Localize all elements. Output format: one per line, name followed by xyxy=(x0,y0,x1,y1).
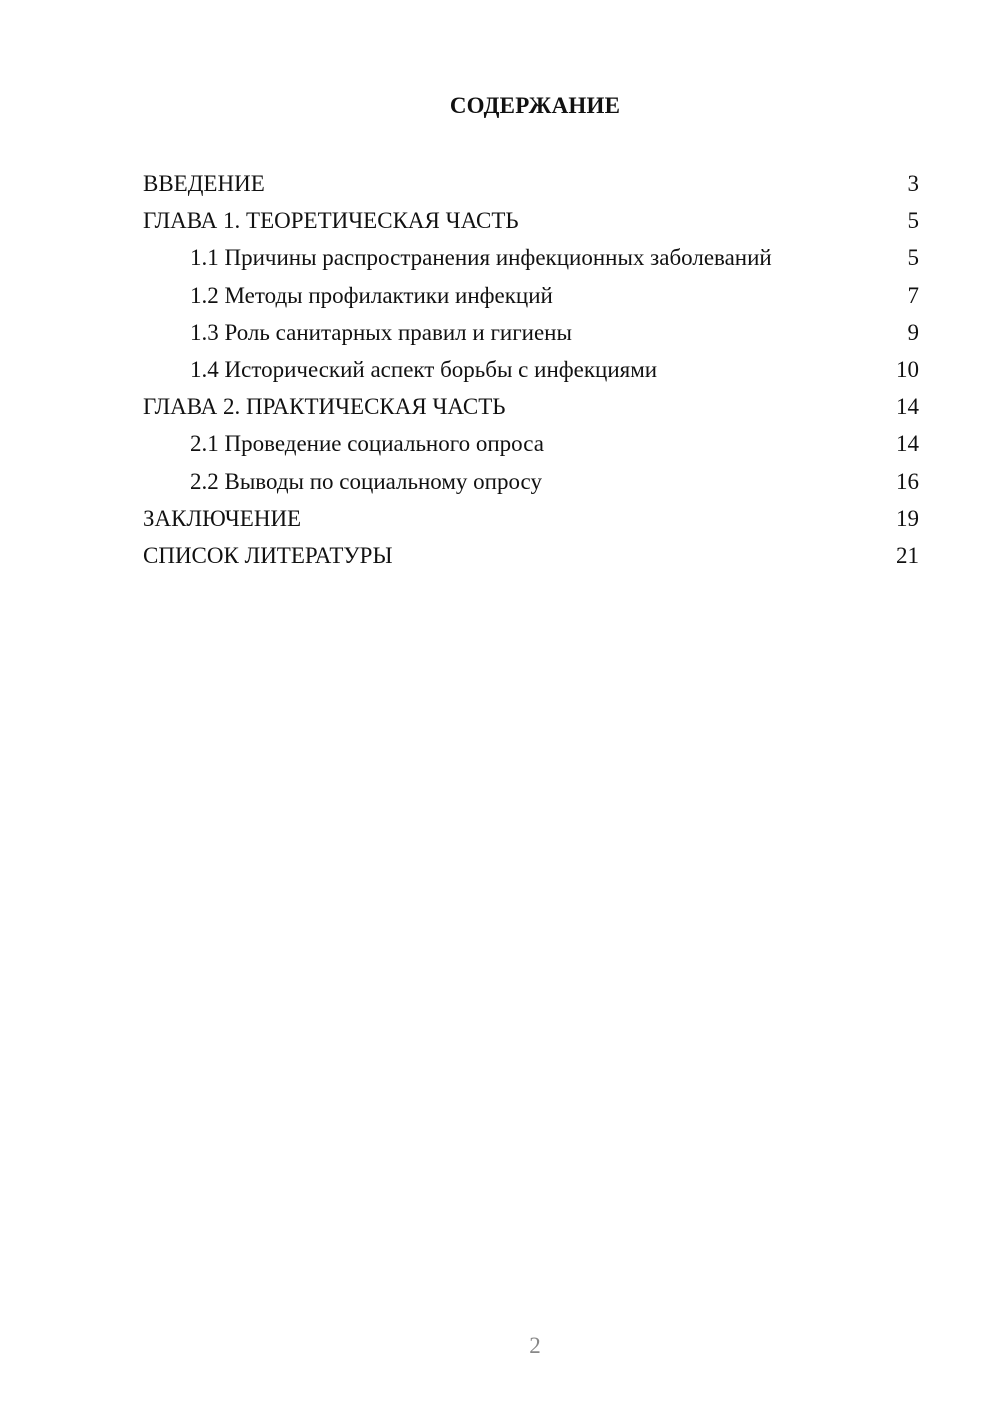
toc-entry-chapter-1[interactable] xyxy=(143,202,919,239)
toc-entry-label: СПИСОК ЛИТЕРАТУРЫ xyxy=(143,542,393,568)
toc-entry-page-number: 3 xyxy=(907,171,919,196)
toc-entry-label: 2.1 Проведение социального опроса xyxy=(190,431,544,457)
toc-entry-label: ГЛАВА 2. ПРАКТИЧЕСКАЯ ЧАСТЬ xyxy=(143,394,506,420)
toc-entry-page-number: 7 xyxy=(907,282,919,308)
toc-entry-section-2-2[interactable] xyxy=(143,463,919,500)
toc-title: СОДЕРЖАНИЕ xyxy=(449,93,621,118)
toc-entry-label: 1.1 Причины распространения инфекционных заболеваний xyxy=(190,245,772,271)
toc-entry-conclusion[interactable] xyxy=(143,500,919,537)
toc-entry-page-number: 5 xyxy=(907,245,919,271)
table-of-contents xyxy=(143,165,919,574)
toc-entry-label: ГЛАВА 1. ТЕОРЕТИЧЕСКАЯ ЧАСТЬ xyxy=(143,208,519,234)
toc-entry-label: ЗАКЛЮЧЕНИЕ xyxy=(143,505,302,531)
toc-entry-page-number: 16 xyxy=(896,468,919,494)
toc-entry-page-number: 14 xyxy=(896,431,919,457)
toc-entry-page-number: 9 xyxy=(907,319,919,345)
toc-entry-label: 1.4 Исторический аспект борьбы с инфекциями xyxy=(190,356,658,382)
toc-entry-page-number: 19 xyxy=(896,505,919,531)
toc-entry-page-number: 14 xyxy=(896,394,919,420)
toc-entry-label: 1.2 Методы профилактики инфекций xyxy=(190,282,553,308)
toc-entry-section-1-3[interactable] xyxy=(143,314,919,351)
toc-entry-section-1-1[interactable] xyxy=(143,239,919,276)
toc-entry-page-number: 10 xyxy=(896,356,919,382)
toc-entry-section-1-2[interactable] xyxy=(143,277,919,314)
toc-entry-section-1-4[interactable] xyxy=(143,351,919,388)
toc-entry-label: ВВЕДЕНИЕ xyxy=(143,171,265,196)
toc-entry-chapter-2[interactable] xyxy=(143,388,919,425)
toc-entry-page-number: 5 xyxy=(907,208,919,234)
toc-entry-page-number: 21 xyxy=(896,542,919,568)
toc-entry-section-2-1[interactable] xyxy=(143,425,919,462)
toc-entry-introduction[interactable] xyxy=(143,165,919,202)
page-number: 2 xyxy=(529,1333,541,1358)
toc-entry-label: 1.3 Роль санитарных правил и гигиены xyxy=(190,319,572,345)
toc-entry-label: 2.2 Выводы по социальному опросу xyxy=(190,468,542,494)
toc-entry-bibliography[interactable] xyxy=(143,537,919,574)
